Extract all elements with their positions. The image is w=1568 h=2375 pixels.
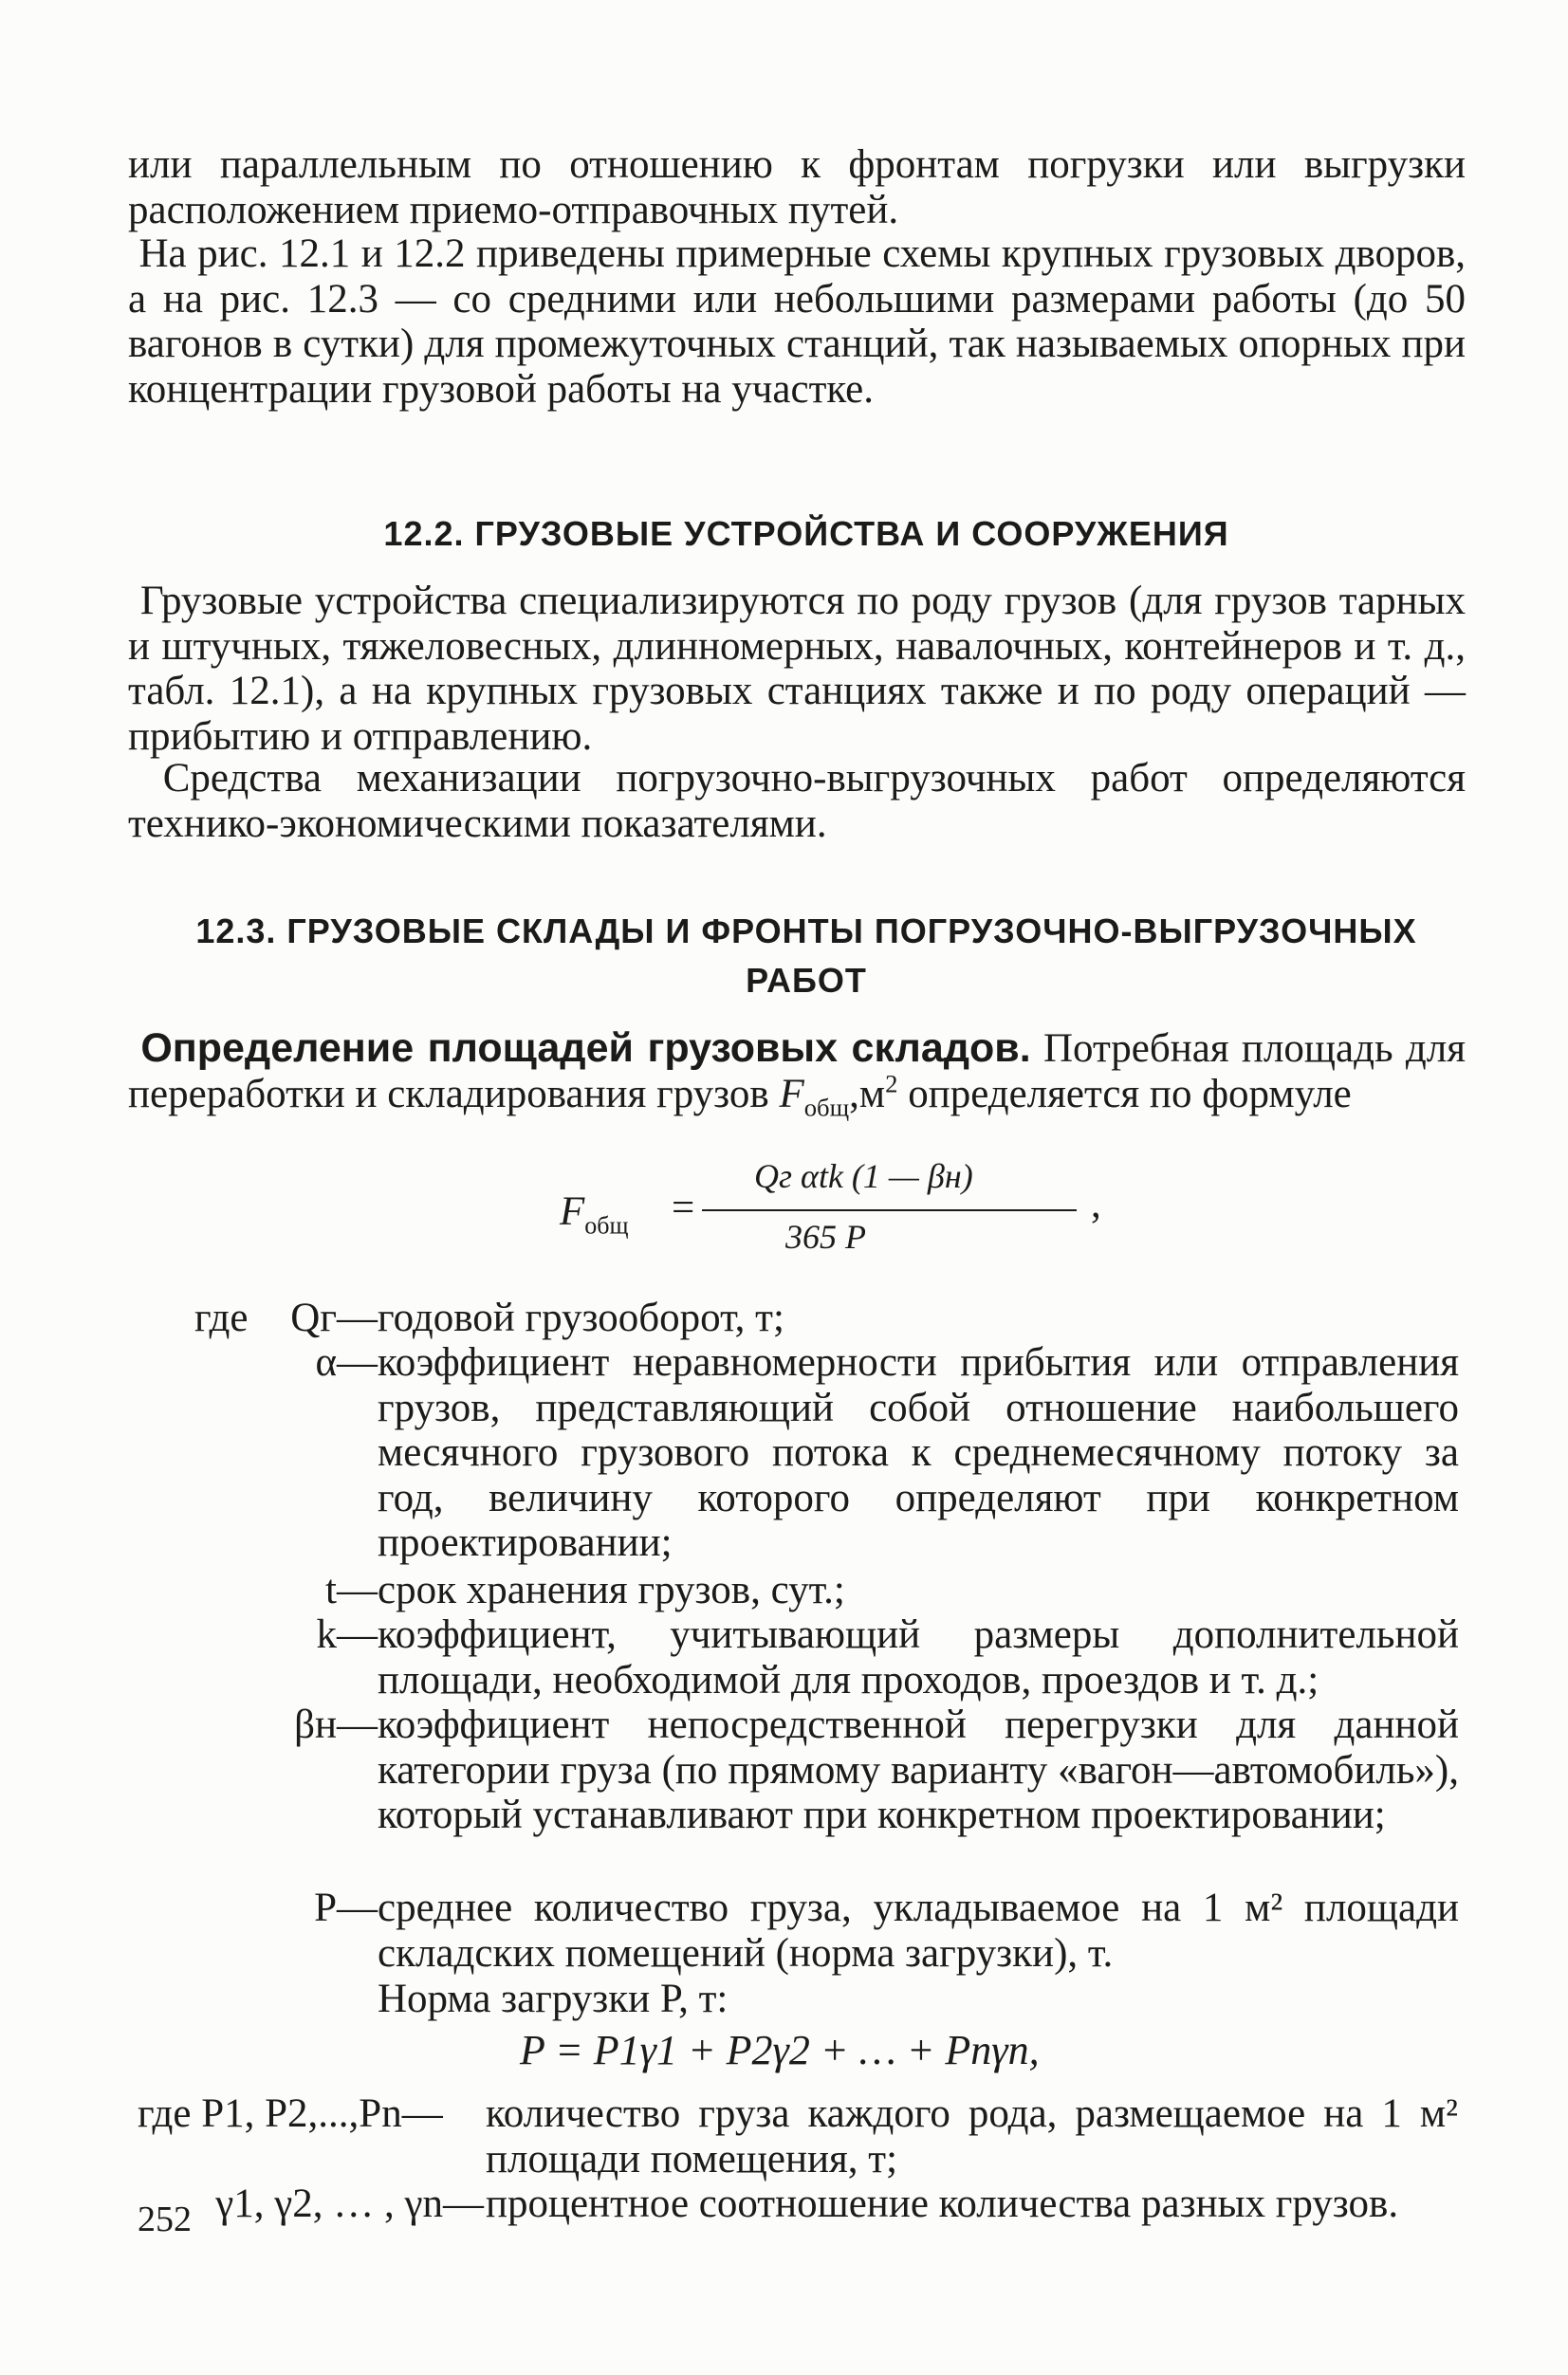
- formula-1-numerator: Qг αtk (1 — βн): [754, 1157, 973, 1195]
- section-12-3-lead-paragraph: [128, 1025, 1467, 1122]
- definition-t-symbol: t—: [325, 1568, 378, 1612]
- definition-k-text: коэффициент, учитывающий размеры дополнительной площади, необходимой для проходов, проездов и т. д.;: [378, 1612, 1459, 1703]
- lead-symbol-F: F: [779, 1071, 804, 1116]
- intro-paragraph-2-text: На рис. 12.1 и 12.2 приведены примерные схемы крупных грузовых дворов, а на рис. 12.3 — со средними или небольшими размерами работы (до 50 вагонов в сутки) для промежуточных станций, так называемых опорных при концентрации грузовой работы на участке.: [128, 231, 1467, 412]
- section-12-2-paragraph-2: [128, 756, 1466, 846]
- section-12-2-paragraph-1-text: Грузовые устройства специализируются по роду грузов (для грузов тарных и штучных, тяжеловесных, длинномерных, навалочных, контейнеров и т. д., табл. 12.1), а на крупных грузовых станциях также и по роду операций — прибытию и отправлению.: [128, 579, 1467, 759]
- definition-gamma-symbol: γ1, γ2, … , γn—: [215, 2182, 484, 2226]
- formula-1-lhs-sub: общ: [584, 1211, 629, 1240]
- lead-sup: 2: [885, 1069, 898, 1098]
- formula-1-tail: ,: [1091, 1182, 1101, 1226]
- definition-Qg-text: годовой грузооборот, т;: [378, 1296, 784, 1340]
- section-12-2-heading: 12.2. ГРУЗОВЫЕ УСТРОЙСТВА И СООРУЖЕНИЯ: [383, 514, 1229, 553]
- definition-beta-text: коэффициент непосредственной перегрузки для данной категории груза (по прямому варианту «вагон—автомобиль»), который устанавливают при конкретном проектировании;: [378, 1703, 1459, 1838]
- norma-line: Норма загрузки P, т:: [378, 1977, 729, 2021]
- intro-paragraph-1: или параллельным по отношению к фронтам погрузки или выгрузки расположением приемо-отправочных путей.: [128, 142, 1466, 232]
- intro-paragraph-2: [128, 231, 1466, 412]
- section-12-2-paragraph-2-text: Средства механизации погрузочно-выгрузочных работ определяются технико-экономическими показателями.: [128, 756, 1467, 846]
- definition-alpha-symbol: α—: [315, 1340, 378, 1385]
- lead-text-b: ,м: [849, 1071, 886, 1116]
- definition-t-text: срок хранения грузов, сут.;: [378, 1568, 845, 1612]
- page-number: 252: [138, 2200, 192, 2239]
- formula-1: [560, 1157, 1101, 1266]
- definition-gamma-text: процентное соотношение количества разных грузов.: [486, 2182, 1399, 2226]
- formula-2: P = P1γ1 + P2γ2 + … + Pnγn,: [520, 2027, 1040, 2073]
- formula-1-fraction-line: [702, 1209, 1077, 1211]
- lead-text-c: определяется по формуле: [897, 1071, 1352, 1116]
- section-12-3-heading-line-2: РАБОТ: [746, 961, 867, 1000]
- lead-text-a: Потребная площадь для переработки и складирования грузов: [128, 1026, 1467, 1116]
- definition-beta-symbol: βн—: [294, 1703, 378, 1747]
- definition-k-symbol: k—: [316, 1612, 378, 1657]
- lead-bold-term: Определение площадей грузовых складов.: [140, 1025, 1031, 1071]
- definition-Qg-symbol: Qг—: [290, 1296, 378, 1340]
- lead-symbol-F-sub: общ: [803, 1093, 850, 1122]
- definition-alpha-text: коэффициент неравномерности прибытия или отправления грузов, представляющий собой отношение наибольшего месячного грузового потока к среднемесячному потоку за год, величину которого определяют при конкретном проектировании;: [378, 1340, 1459, 1566]
- where-word: где: [194, 1296, 249, 1340]
- formula-1-lhs-F: F: [560, 1189, 585, 1234]
- section-12-2-paragraph-1: [128, 579, 1466, 759]
- section-12-3-heading: [142, 907, 1470, 1005]
- definition-Pn-text: количество груза каждого рода, размещаемое на 1 м² площади помещения, т;: [486, 2091, 1458, 2182]
- definition-P-text: среднее количество груза, укладываемое на 1 м² площади складских помещений (норма загрузки), т.: [378, 1886, 1459, 1976]
- section-12-3-heading-line-1: 12.3. ГРУЗОВЫЕ СКЛАДЫ И ФРОНТЫ ПОГРУЗОЧНО-ВЫГРУЗОЧНЫХ: [195, 911, 1417, 950]
- formula-1-equals: =: [672, 1186, 695, 1230]
- definition-P-symbol: P—: [314, 1886, 378, 1930]
- definition-Pn-symbol: где P1, P2,...,Pn—: [138, 2091, 443, 2136]
- formula-1-denominator: 365 P: [785, 1218, 866, 1256]
- formula-1-lhs: [560, 1188, 629, 1240]
